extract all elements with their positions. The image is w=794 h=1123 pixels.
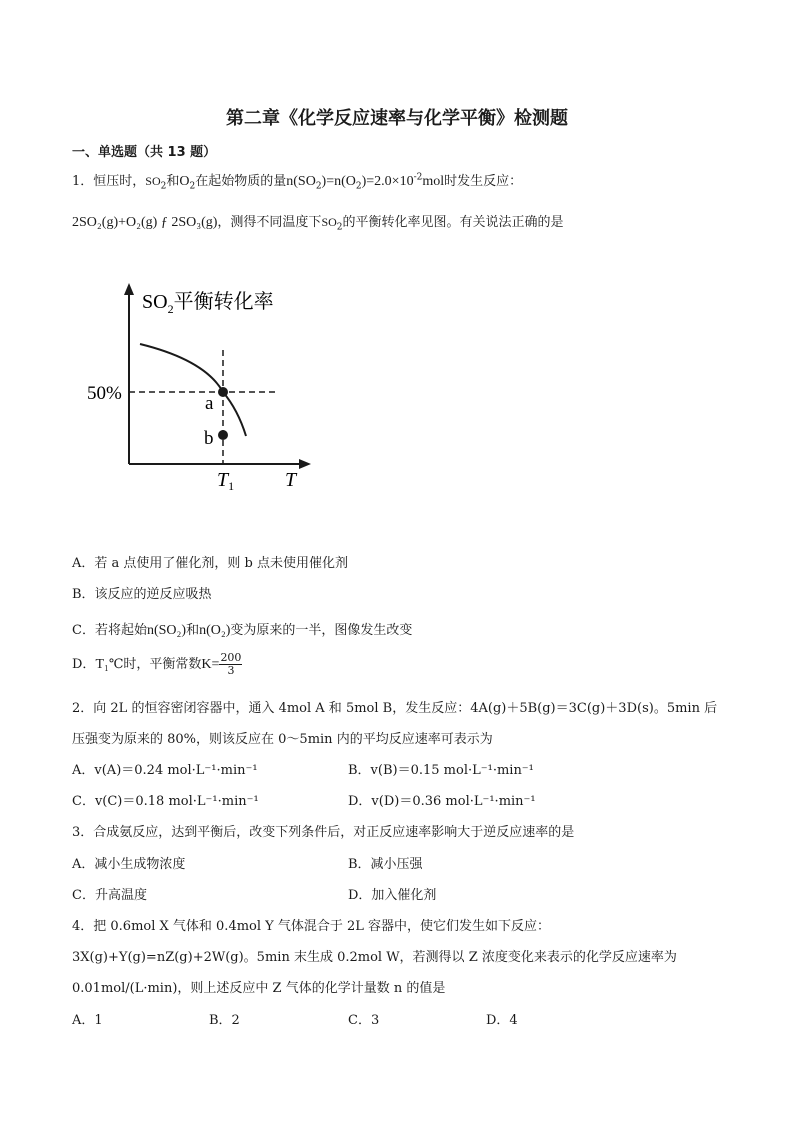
q2-line2: 压强变为原来的 80%，则该反应在 0～5min 内的平均反应速率可表示为 <box>72 732 493 747</box>
conversion-curve <box>140 344 246 436</box>
point-b <box>218 430 228 440</box>
q4-option-b: B．2 <box>209 1013 240 1028</box>
q1-line1: 1．恒压时，$SO_2$和$O_2$在起始物质的量$n(SO_2)=n(O_2)=2.0\times 10^{-2}mol$时发生反应： <box>72 172 523 192</box>
x-axis-label: T <box>285 469 297 491</box>
q4-option-d: D．4 <box>486 1013 518 1028</box>
q2-option-c: C．v(C)＝0.18 mol·L⁻¹·min⁻¹ <box>72 794 259 809</box>
q4-line1: 4．把 0.6mol X 气体和 0.4mol Y 气体混合于 2L 容器中，使它们发生如下反应： <box>72 919 551 934</box>
q2-line1: 2．向 2L 的恒容密闭容器中，通入 4mol A 和 5mol B，发生反应：4A(g)＋5B(g)＝3C(g)＋3D(s)。5min 后 <box>72 701 718 716</box>
q4-line2: 3X(g)+Y(g)=nZ(g)+2W(g)。5min 末生成 0.2mol W，若测得以 Z 浓度变化来表示的化学反应速率为 <box>72 950 677 965</box>
q1-reaction: 2SO₂(g)+O₂(g) ƒ 2SO₃(g) <box>72 215 218 230</box>
q4-option-a: A．1 <box>72 1013 103 1028</box>
q4-option-c: C．3 <box>348 1013 380 1028</box>
q1-option-b: B．该反应的逆反应吸热 <box>72 587 212 602</box>
q1-option-c: C．若将起始n(SO₂)和n(O₂)变为原来的一半，图像发生改变 <box>72 623 413 638</box>
q3-option-b: B．减小压强 <box>348 857 423 872</box>
fraction-200-3: $\frac{200}{3}$ <box>220 651 242 677</box>
y-axis-label: $SO_2$平衡转化率 <box>142 289 274 316</box>
y-axis-arrow <box>124 283 134 295</box>
q1-option-a: A．若 a 点使用了催化剂，则 b 点未使用催化剂 <box>72 556 348 571</box>
q3-option-c: C．升高温度 <box>72 888 147 903</box>
q3-option-a: A．减小生成物浓度 <box>72 857 186 872</box>
q1-graph <box>80 280 330 495</box>
q1-option-d: D．T₁℃时，平衡常数K= $\frac{200}{3}$ <box>72 651 242 677</box>
q4-line3: 0.01mol/(L·min)，则上述反应中 Z 气体的化学计量数 n 的值是 <box>72 981 446 996</box>
y-tick-50: 50% <box>87 383 122 404</box>
point-b-label: b <box>204 428 214 449</box>
q1-line2: 2SO₂(g)+O₂(g) ƒ 2SO₃(g)，测得不同温度下$SO_2$的平衡转化率见图。有关说法正确的是 <box>72 215 564 233</box>
point-a <box>218 387 228 397</box>
q2-option-d: D．v(D)＝0.36 mol·L⁻¹·min⁻¹ <box>348 794 536 809</box>
q2-option-b: B．v(B)＝0.15 mol·L⁻¹·min⁻¹ <box>348 763 534 778</box>
q2-option-a: A．v(A)＝0.24 mol·L⁻¹·min⁻¹ <box>72 763 258 778</box>
point-a-label: a <box>205 393 214 414</box>
q3-line1: 3．合成氨反应，达到平衡后，改变下列条件后，对正反应速率影响大于逆反应速率的是 <box>72 825 575 840</box>
section-heading: 一、单选题（共 13 题） <box>72 145 217 160</box>
page-title: 第二章《化学反应速率与化学平衡》检测题 <box>226 108 568 129</box>
x-axis-arrow <box>299 459 311 469</box>
x-tick-t1: $T_1$ <box>217 469 235 493</box>
q3-option-d: D．加入催化剂 <box>348 888 437 903</box>
